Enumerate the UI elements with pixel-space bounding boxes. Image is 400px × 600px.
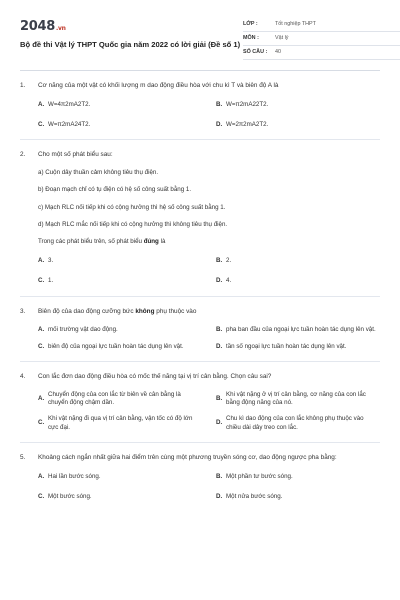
meta-value: Vật lý (275, 34, 289, 41)
option-text: 3. (48, 256, 54, 264)
option-label: D. (216, 121, 223, 128)
question-text: Cơ năng của một vật có khối lượng m dao động điều hòa với chu kì T và biên độ A là (38, 82, 279, 89)
statement-list (38, 169, 380, 247)
option-c[interactable] (38, 493, 202, 501)
option-text: mối trường vật dao động. (48, 326, 118, 334)
meta-row-subject (243, 32, 400, 46)
option-a[interactable] (38, 326, 202, 334)
statement-c: c) Mạch RLC nối tiếp khi có cộng hưởng thì hệ số công suất bằng 1. (38, 203, 226, 211)
option-b[interactable] (216, 257, 380, 265)
option-text: pha ban đầu của ngoại lực tuần hoàn tác dụng lên vật. (226, 326, 376, 334)
meta-row-count (243, 46, 400, 60)
question-number: 2. (20, 151, 26, 159)
question-1 (20, 80, 380, 140)
option-label: B. (216, 472, 223, 480)
question-text: Cho một số phát biểu sau: (38, 151, 113, 159)
header-divider (20, 70, 380, 71)
option-label: A. (38, 326, 45, 334)
meta-key: LỚP : (243, 20, 258, 27)
option-label: C. (38, 342, 45, 350)
option-d[interactable] (216, 415, 380, 432)
option-text: W=2π2mA2T2. (226, 121, 269, 128)
option-c[interactable] (38, 415, 202, 432)
statement-prompt (38, 238, 380, 246)
option-text: Khi vật nặng ở vị trí cân bằng, cơ năng của con lắc bằng động năng của nó. (226, 390, 366, 406)
option-c[interactable] (38, 121, 202, 129)
question-text-start: Biên độ của dao động cưỡng bức (38, 307, 136, 315)
option-d[interactable] (216, 343, 380, 351)
option-text: Chuyển động của con lắc từ biên về cân bằng là chuyển động chậm dần. (48, 390, 181, 406)
option-text: biên độ của ngoại lực tuần hoàn tác dụng lên vật. (48, 342, 184, 350)
option-label: B. (216, 394, 223, 402)
option-b[interactable] (216, 391, 380, 408)
question-number: 4. (20, 372, 26, 380)
question-2 (20, 140, 380, 296)
option-a[interactable] (38, 257, 202, 265)
option-b[interactable] (216, 326, 380, 334)
meta-key: SỐ CÂU : (243, 48, 268, 55)
option-label: A. (38, 472, 45, 480)
question-text (38, 308, 380, 317)
option-text: 2. (226, 256, 232, 264)
statement-b: b) Đoạn mạch chỉ có tụ điện có hệ số công suất bằng 1. (38, 186, 192, 194)
question-list (20, 80, 380, 501)
option-label: B. (216, 326, 223, 334)
question-number: 3. (20, 307, 26, 315)
option-text: W=π2mA22T2. (226, 100, 269, 108)
question-emphasis: không (135, 307, 155, 315)
option-text: 1. (48, 277, 54, 285)
option-b[interactable] (216, 101, 380, 109)
question-number: 1. (20, 82, 26, 89)
option-b[interactable] (216, 473, 380, 481)
option-label: C. (38, 492, 45, 500)
question-text-end: phụ thuộc vào (154, 307, 197, 315)
option-label: D. (216, 277, 223, 285)
option-label: B. (216, 256, 223, 264)
option-label: C. (38, 419, 45, 427)
option-label: C. (38, 121, 45, 128)
meta-value: Tốt nghiệp THPT (275, 20, 316, 27)
statement-a: a) Cuộn dây thuần cảm không tiêu thụ điện. (38, 169, 159, 176)
option-text: Khi vật nặng đi qua vị trí cân bằng, vận tốc có độ lớn cực đại. (48, 415, 193, 431)
option-label: D. (216, 492, 223, 500)
option-c[interactable] (38, 277, 202, 285)
option-label: A. (38, 256, 45, 264)
option-label: C. (38, 277, 45, 285)
option-text: Một nửa bước sóng. (226, 492, 283, 500)
option-label: D. (216, 342, 223, 350)
option-d[interactable] (216, 277, 380, 285)
option-text: W=4π2mA2T2. (48, 100, 91, 108)
option-c[interactable] (38, 343, 202, 351)
option-text: 4. (226, 277, 232, 285)
option-label: B. (216, 100, 223, 108)
option-a[interactable] (38, 391, 202, 408)
prompt-text: Trong các phát biểu trên, số phát biểu (38, 238, 144, 246)
logo-main: 2048 (20, 19, 55, 34)
meta-value: 40 (275, 48, 281, 55)
prompt-emphasis: đúng (143, 238, 159, 246)
document-title: Bộ đề thi Vật lý THPT Quốc gia năm 2022 có lời giải (Đề số 1) (20, 40, 241, 49)
meta-table (243, 18, 400, 60)
option-text: tần số ngoại lực tuần hoàn tác dụng lên vật. (226, 342, 347, 350)
option-a[interactable] (38, 101, 202, 109)
option-text: Một phần tư bước sóng. (226, 472, 293, 480)
option-label: A. (38, 394, 45, 402)
option-text: W=π2mA24T2. (48, 121, 91, 128)
option-d[interactable] (216, 493, 380, 501)
option-d[interactable] (216, 121, 380, 129)
statement-d: d) Mạch RLC mắc nối tiếp khi có cộng hưởng thì không tiêu thụ điện. (38, 221, 228, 229)
option-text: Hai lần bước sóng. (48, 472, 101, 480)
question-3 (20, 297, 380, 362)
question-text: Khoảng cách ngắn nhất giữa hai điểm trên cùng một phương truyền sóng cơ, dao động ngược pha bằng: (38, 453, 337, 461)
question-4 (20, 362, 380, 443)
question-5 (20, 443, 380, 501)
option-a[interactable] (38, 473, 202, 481)
meta-row-class (243, 18, 400, 32)
question-text: Con lắc đơn dao động điều hòa có mốc thế năng tại vị trí cân bằng. Chọn câu sai? (38, 372, 272, 380)
option-text: Chu kì dao động của con lắc không phụ thuộc vào chiều dài dây treo con lắc. (226, 415, 364, 431)
meta-key: MÔN : (243, 34, 259, 41)
logo-suffix: .vn (55, 25, 66, 32)
option-text: Một bước sóng. (48, 492, 92, 500)
option-label: A. (38, 100, 45, 108)
option-label: D. (216, 419, 223, 427)
site-logo[interactable] (20, 18, 66, 36)
prompt-text-end: là (158, 238, 166, 246)
question-number: 5. (20, 453, 26, 461)
